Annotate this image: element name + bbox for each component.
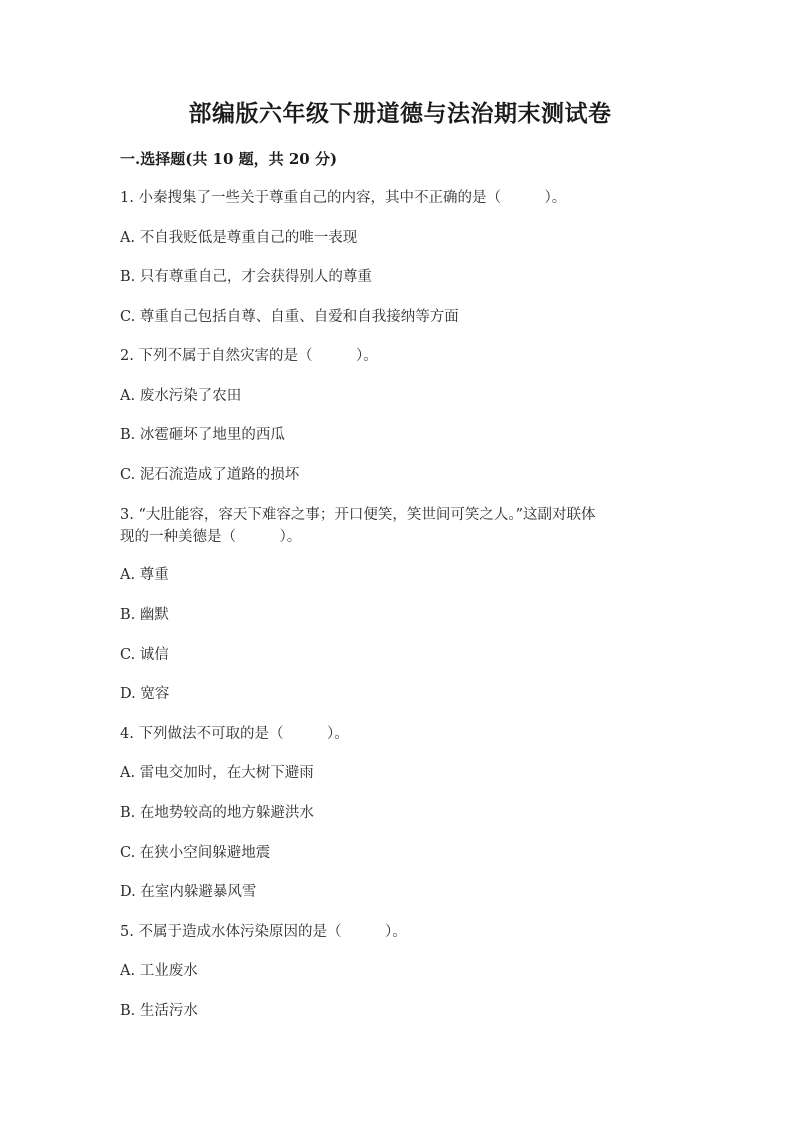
question-4-option-d: D. 在室内躲避暴风雪 <box>120 884 257 900</box>
question-2-option-b: B. 冰雹砸坏了地里的西瓜 <box>120 427 285 443</box>
question-1-option-a: A. 不自我贬低是尊重自己的唯一表现 <box>120 230 358 246</box>
question-3-stem-line-2: 现的一种美德是（ ）。 <box>120 529 302 545</box>
question-3-option-c: C. 诚信 <box>120 647 169 663</box>
question-2-stem: 2. 下列不属于自然灾害的是（ ）。 <box>120 348 378 364</box>
question-3-stem-line-1: 3. “大肚能容，容天下难容之事；开口便笑，笑世间可笑之人。”这副对联体 <box>120 507 596 523</box>
question-3-option-d: D. 宽容 <box>120 686 170 702</box>
question-4-option-c: C. 在狭小空间躲避地震 <box>120 845 271 861</box>
question-4-stem: 4. 下列做法不可取的是（ ）。 <box>120 726 349 742</box>
question-1-option-b: B. 只有尊重自己，才会获得别人的尊重 <box>120 269 372 285</box>
question-5-option-a: A. 工业废水 <box>120 963 198 979</box>
question-3-option-b: B. 幽默 <box>120 607 169 623</box>
question-1-option-c: C. 尊重自己包括自尊、自重、自爱和自我接纳等方面 <box>120 309 459 325</box>
question-3-option-a: A. 尊重 <box>120 567 169 583</box>
exam-title: 部编版六年级下册道德与法治期末测试卷 <box>188 100 612 127</box>
section-header-multiple-choice: 一.选择题(共 10 题，共 20 分) <box>120 150 338 168</box>
question-4-option-b: B. 在地势较高的地方躲避洪水 <box>120 805 314 821</box>
question-5-stem: 5. 不属于造成水体污染原因的是（ ）。 <box>120 924 407 940</box>
question-1-stem: 1. 小秦搜集了一些关于尊重自己的内容，其中不正确的是（ ）。 <box>120 190 567 206</box>
question-2-option-a: A. 废水污染了农田 <box>120 388 242 404</box>
question-4-option-a: A. 雷电交加时，在大树下避雨 <box>120 765 314 781</box>
question-5-option-b: B. 生活污水 <box>120 1003 198 1019</box>
question-2-option-c: C. 泥石流造成了道路的损坏 <box>120 467 300 483</box>
